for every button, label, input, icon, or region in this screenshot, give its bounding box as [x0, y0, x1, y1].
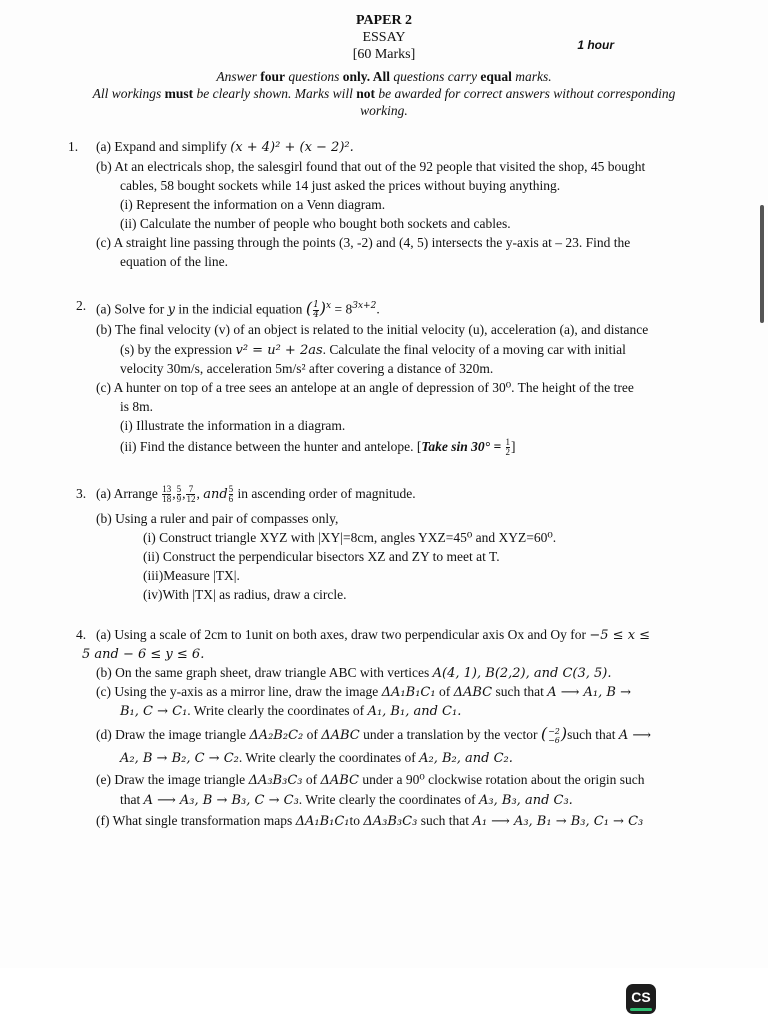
instruction-line-3: working.: [360, 103, 408, 118]
q1-part-c-line2: equation of the line.: [120, 254, 228, 269]
q1-part-b-i: (i) Represent the information on a Venn diagram.: [120, 197, 386, 212]
q1-part-b-line1: (b) At an electricals shop, the salesgirl found that out of the 92 people that visited the shop, 45 bought: [96, 159, 646, 174]
q4-part-f: (f) What single transformation maps ΔA₁B₁C₁to ΔA₃B₃C₃ such that A₁ ⟶ A₃, B₁ → B₃, C₁ → C₃: [96, 813, 644, 829]
q4-part-c-line2: B₁, C → C₁. Write clearly the coordinates of A₁, B₁, and C₁.: [120, 703, 462, 719]
q2-part-b-line3: velocity 30m/s, acceleration 5m/s² after covering a distance of 320m.: [120, 361, 494, 376]
q1-part-c-line1: (c) A straight line passing through the points (3, -2) and (4, 5) intersects the y-axis at – 23. Find the: [96, 235, 631, 250]
q3-part-a: (a) Arrange $\frac{13}{18}$ , $\frac{5}{9}$ , $\frac{7}{12}$ , and $\frac{5}{6}$ in ascending order of magnitude.: [96, 484, 416, 505]
question-number: 1.: [68, 139, 79, 154]
paper-marks: [60 Marks]: [352, 47, 416, 62]
q2-part-a: (a) Solve for y in the indicial equation ( $\frac{1}{4}$ )$^x = 8^{3x+2}$.: [96, 298, 380, 320]
vertical-scrollbar[interactable]: [760, 205, 764, 323]
q2-part-c-line1: (c) A hunter on top of a tree sees an antelope at an angle of depression of 30⁰. The height of the tree: [96, 380, 634, 395]
q2-part-b-line1: (b) The final velocity (v) of an object is related to the initial velocity (u), acceleration (a), and distance: [96, 322, 649, 337]
instructions: [40, 68, 728, 119]
q2-part-c-i: (i) Illustrate the information in a diagram.: [120, 418, 346, 433]
camscanner-logo-icon: CS: [626, 984, 656, 1014]
q2-part-c-line2: is 8m.: [120, 399, 154, 414]
q4-part-e-line2: that A ⟶ A₃, B → B₃, C → C₃. Write clearly the coordinates of A₃, B₃, and C₃.: [120, 792, 573, 808]
q4-part-c-line1: (c) Using the y-axis as a mirror line, draw the image ΔA₁B₁C₁ of ΔABC such that A ⟶ A₁, B →: [96, 684, 631, 700]
q1-part-b-ii: (ii) Calculate the number of people who bought both sockets and cables.: [120, 216, 511, 231]
q4-part-e-line1: (e) Draw the image triangle ΔA₃B₃C₃ of ΔABC under a 90⁰ clockwise rotation about the origin such: [96, 772, 645, 788]
question-number: 3.: [76, 486, 87, 501]
paper-type: ESSAY: [362, 30, 406, 45]
instruction-line-1: Answer four questions only. All questions carry equal marks.: [216, 69, 552, 84]
q3-part-b-ii: (ii) Construct the perpendicular bisectors XZ and ZY to meet at T.: [143, 549, 500, 564]
q1-part-b-line2: cables, 58 bought sockets while 14 just asked the prices without buying anything.: [120, 178, 561, 193]
paper-title: PAPER 2: [355, 13, 413, 28]
q4-part-d-line1: (d) Draw the image triangle ΔA₂B₂C₂ of ΔABC under a translation by the vector ( −2 −6 )such that A ⟶: [96, 724, 652, 745]
q3-part-b: (b) Using a ruler and pair of compasses only,: [96, 511, 339, 526]
q2-part-c-ii: (ii) Find the distance between the hunter and antelope. [Take sin 30° = $\frac{1}{2}$ ]: [120, 437, 516, 458]
q4-part-b: (b) On the same graph sheet, draw triangle ABC with vertices A(4, 1), B(2,2), and C(3, 5).: [96, 665, 612, 681]
paper-duration: 1 hour: [577, 38, 614, 52]
instruction-line-2: All workings must be clearly shown. Marks will not be awarded for correct answers without corresponding: [92, 86, 676, 101]
question-number: 2.: [76, 298, 87, 313]
q3-part-b-iii: (iii)Measure |TX|.: [143, 568, 240, 583]
exam-header: [0, 12, 768, 63]
q3-part-b-i: (i) Construct triangle XYZ with |XY|=8cm, angles YXZ=45⁰ and XYZ=60⁰.: [143, 530, 557, 545]
q3-part-b-iv: (iv)With |TX| as radius, draw a circle.: [143, 587, 347, 602]
q1-part-a: (a) Expand and simplify (x + 4)² + (x − 2)².: [96, 139, 354, 155]
q4-part-a-line1: (a) Using a scale of 2cm to 1unit on both axes, draw two perpendicular axis Ox and Oy for −5 ≤ x ≤: [96, 627, 651, 643]
q4-part-a-line2: 5 and − 6 ≤ y ≤ 6.: [82, 647, 205, 662]
question-number: 4.: [76, 627, 87, 642]
q2-part-b-line2: (s) by the expression v² = u² + 2as. Calculate the final velocity of a moving car with initial: [120, 342, 626, 358]
q4-part-d-line2: A₂, B → B₂, C → C₂. Write clearly the coordinates of A₂, B₂, and C₂.: [120, 750, 513, 766]
